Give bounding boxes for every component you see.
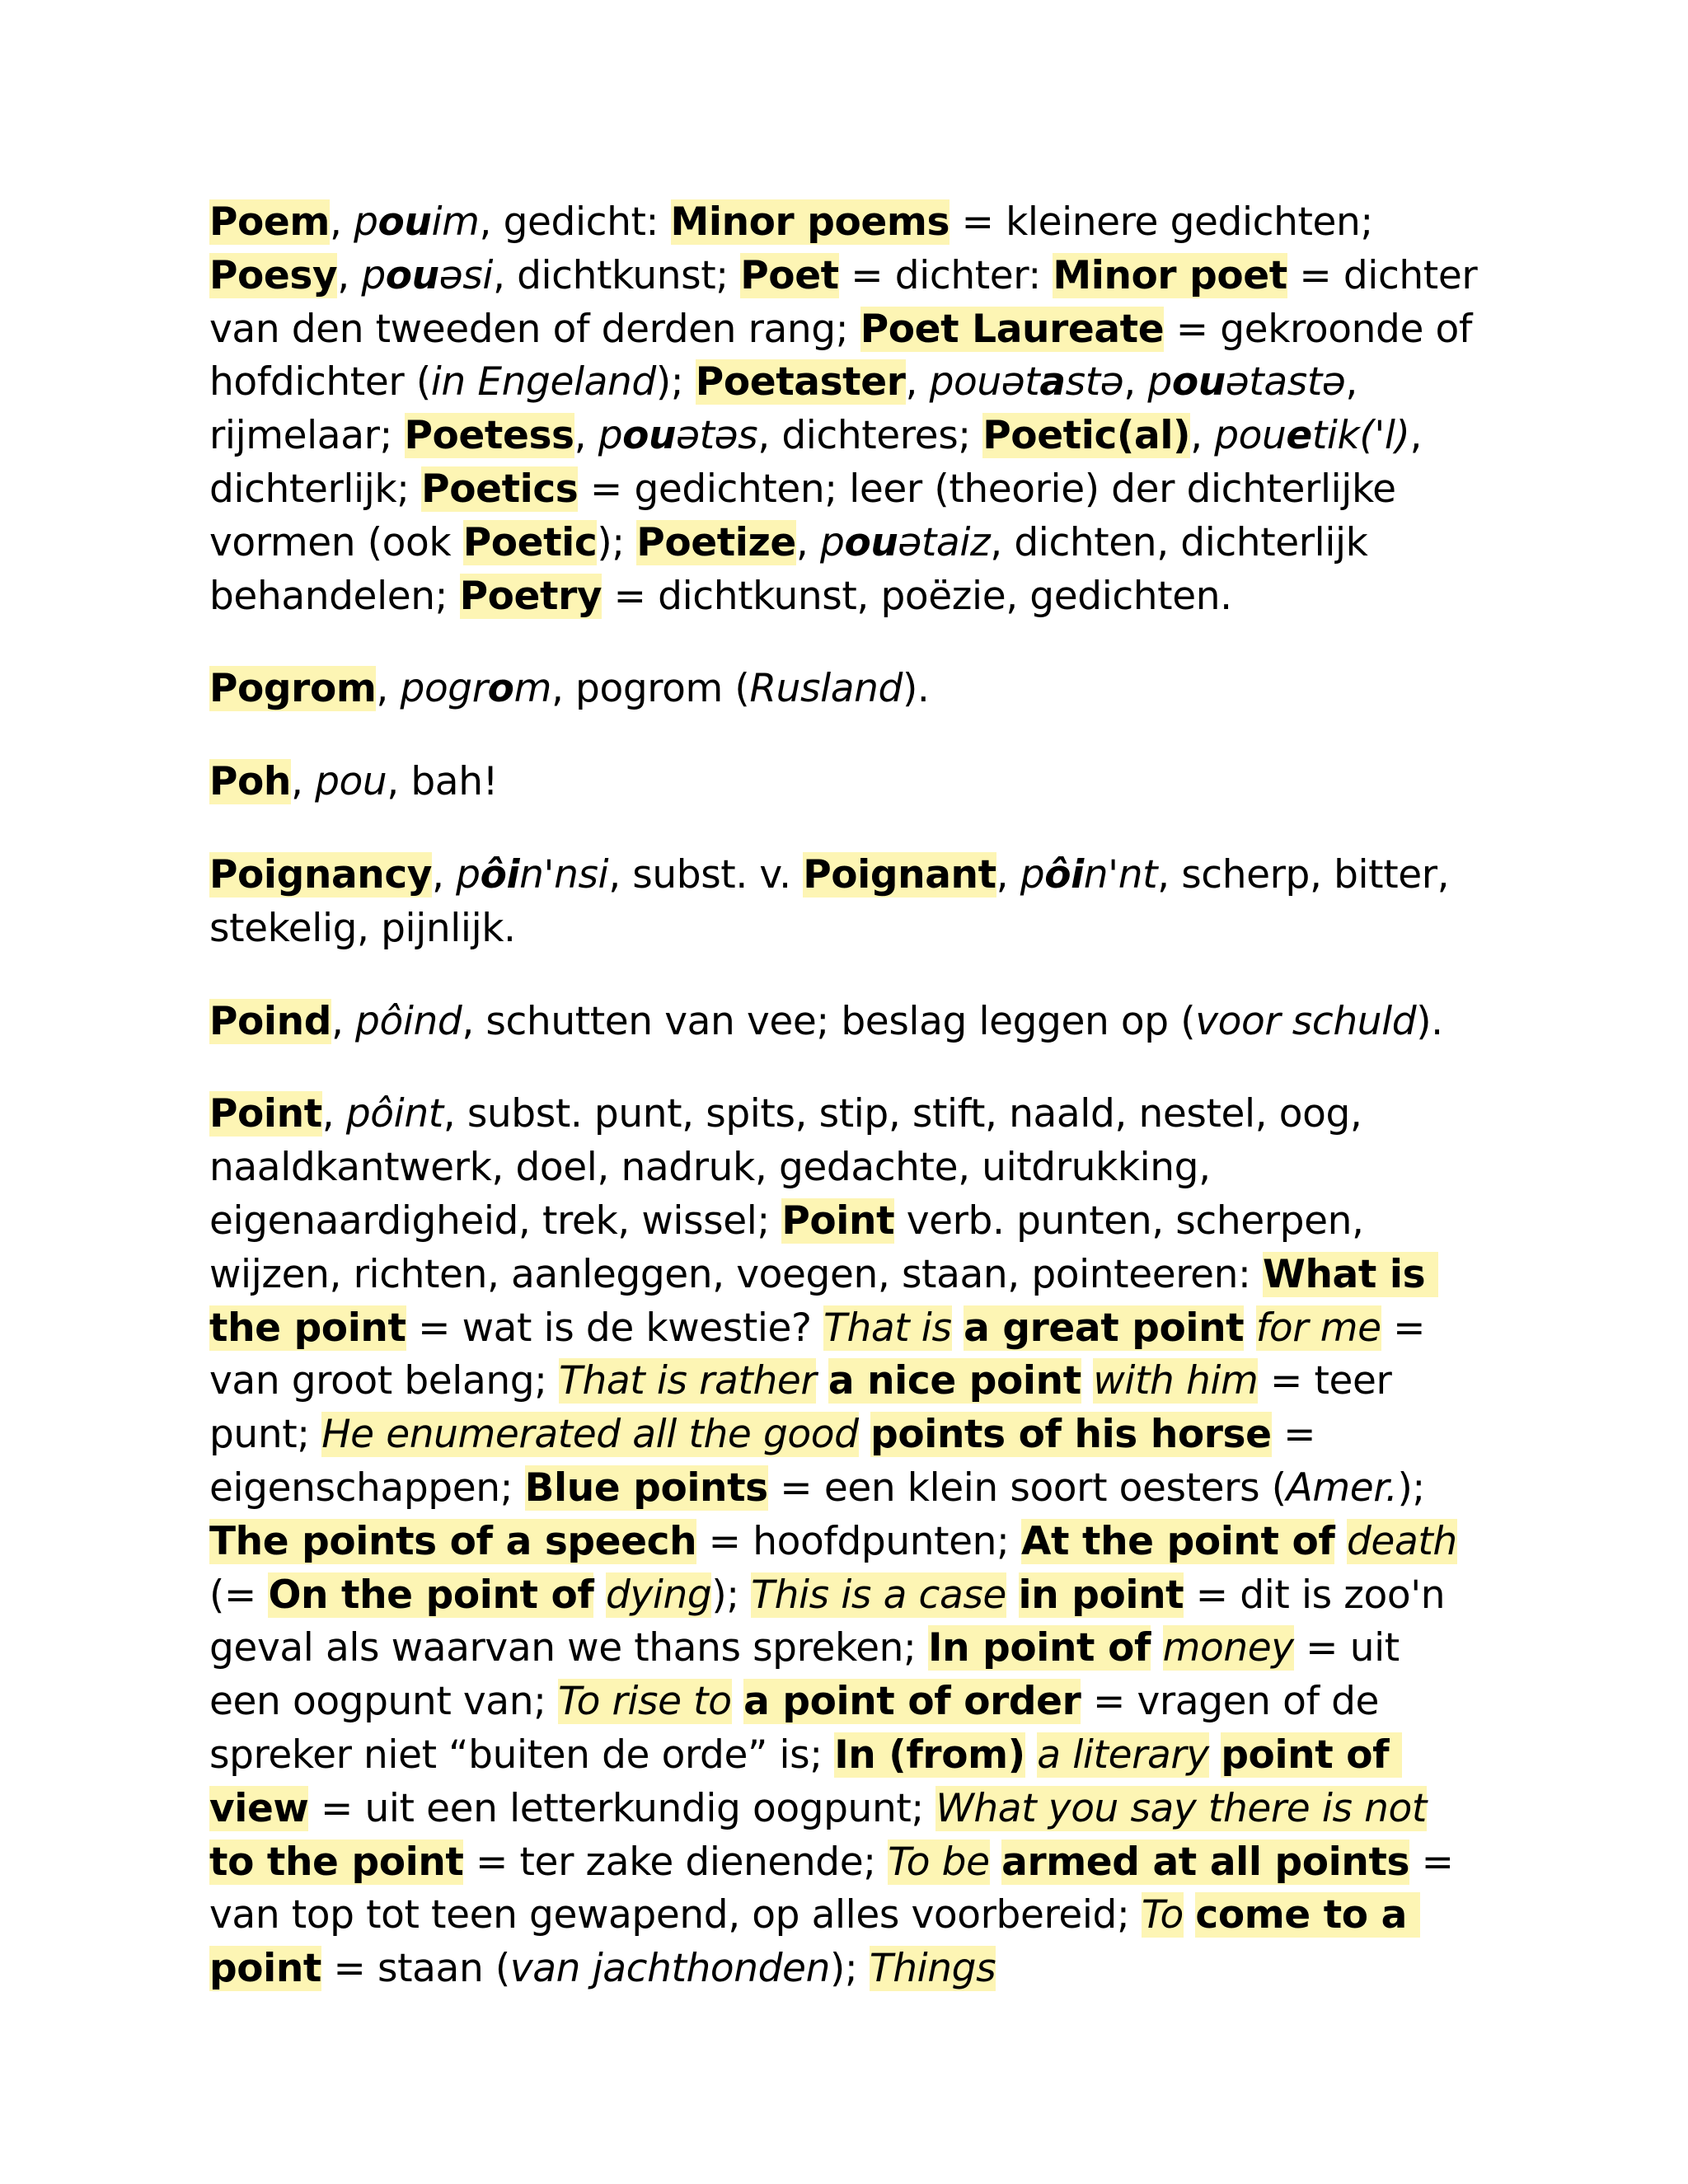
headword-highlight: Poem <box>209 199 330 245</box>
pronunciation-or-note: van jachthonden <box>509 1946 830 1992</box>
entry-text <box>1427 1786 1439 1831</box>
entry-text: = eigenschappen; <box>209 1412 1328 1511</box>
entry-text <box>952 1305 964 1351</box>
headword-highlight: What is the point <box>209 1251 1439 1351</box>
example-phrase-highlight: To <box>1141 1892 1184 1938</box>
headword-highlight: Point <box>781 1197 895 1244</box>
pronunciation-or-note: ətaiz <box>898 519 991 565</box>
example-phrase-highlight: That is <box>823 1305 952 1351</box>
pronunciation-or-note: m <box>513 666 551 712</box>
entry-text: , <box>1190 413 1215 459</box>
pronunciation-or-note: Amer. <box>1286 1465 1398 1511</box>
pronunciation-or-note: tik('l) <box>1311 413 1410 459</box>
pronunciation-or-note: n'nt <box>1083 851 1158 898</box>
pronunciation-or-note: e <box>1286 413 1312 459</box>
pronunciation-or-note: p <box>598 413 623 459</box>
pronunciation-or-note: a <box>1039 359 1066 405</box>
entry-poignancy <box>209 849 1479 956</box>
entry-text: , dichten, dichterlijk behandelen; <box>209 519 1381 619</box>
pronunciation-or-note: ou <box>385 252 439 298</box>
pronunciation-or-note: p <box>456 851 481 898</box>
headword-highlight: In (from) <box>834 1732 1025 1778</box>
entry-text: = uit een letterkundig oogpunt; <box>308 1785 936 1831</box>
headword-highlight: Point <box>209 1091 322 1137</box>
pronunciation-or-note: pôint <box>345 1091 443 1137</box>
pronunciation-or-note: p <box>1020 851 1045 898</box>
headword-highlight: Blue points <box>524 1465 768 1511</box>
entry-text <box>1006 1572 1019 1618</box>
entry-text: , <box>795 519 820 565</box>
example-phrase-highlight: a literary <box>1037 1732 1209 1778</box>
entry-text: , rijmelaar; <box>209 359 1370 459</box>
entry-text: = van top tot teen gewapend, op alles voorbereid; <box>209 1839 1466 1938</box>
entry-text: , schutten van vee; beslag leggen op ( <box>462 998 1196 1044</box>
entry-text: , <box>996 851 1020 898</box>
entry-text: , dichtkunst; <box>492 252 741 298</box>
entry-list <box>209 196 1489 1996</box>
entry-text <box>859 1412 871 1457</box>
entry-text: , <box>330 199 354 245</box>
pronunciation-or-note: n'nsi <box>519 851 609 898</box>
entry-text: ); <box>829 1946 870 1992</box>
pronunciation-or-note: ou <box>1171 359 1226 405</box>
entry-text: = ter zake dienende; <box>463 1839 889 1885</box>
pronunciation-or-note: stə <box>1065 359 1124 405</box>
example-phrase-highlight: What you say there is not <box>935 1785 1427 1831</box>
entry-text <box>1184 1892 1196 1938</box>
entry-text: , gedicht: <box>479 199 671 245</box>
headword-highlight: points of his horse <box>870 1412 1272 1458</box>
entry-text: ); <box>711 1572 752 1618</box>
pronunciation-or-note: ou <box>377 199 432 245</box>
entry-text: = wat is de kwestie? <box>406 1305 824 1351</box>
pronunciation-or-note: pou <box>1214 413 1287 459</box>
headword-highlight: armed at all points <box>1001 1839 1410 1885</box>
headword-highlight: Poignancy <box>209 851 433 898</box>
pronunciation-or-note: voor schuld <box>1195 998 1417 1044</box>
headword-highlight: point of view <box>209 1732 1403 1831</box>
headword-highlight: Pogrom <box>209 666 377 712</box>
headword-highlight: a great point <box>964 1305 1245 1351</box>
headword-highlight: Poignant <box>803 851 996 898</box>
entry-text: = uit een oogpunt van; <box>209 1625 1412 1725</box>
entry-text: , <box>337 252 362 298</box>
entry-text: = een klein soort oesters ( <box>767 1465 1287 1511</box>
example-phrase-highlight: That is rather <box>559 1358 817 1404</box>
entry-text <box>1209 1732 1221 1778</box>
headword-highlight: a point of order <box>743 1679 1081 1725</box>
entry-point <box>209 1088 1479 1996</box>
entry-text: , subst. punt, spits, stip, stift, naald, nestel, oog, naaldkantwerk, doel, nadruk, gedachte, uitdrukking, eigenaardigheid, trek, wissel; <box>209 1091 1374 1244</box>
pronunciation-or-note: ətastə <box>1225 359 1346 405</box>
headword-highlight: Poetize <box>636 519 796 565</box>
headword-highlight: Poetic(al) <box>982 413 1191 459</box>
pronunciation-or-note: pôind <box>355 998 462 1044</box>
entry-text: = teer punt; <box>209 1358 1404 1458</box>
pronunciation-or-note: p <box>1147 359 1172 405</box>
example-phrase-highlight: To be <box>888 1839 990 1885</box>
dictionary-page <box>209 196 1489 2036</box>
example-phrase-highlight: To rise to <box>558 1679 732 1725</box>
entry-text: (= <box>209 1518 1470 1618</box>
entry-text: = kleinere gedichten; <box>950 199 1386 245</box>
headword-highlight: Poind <box>209 998 331 1044</box>
headword-highlight: At the point of <box>1021 1518 1335 1564</box>
entry-text: , <box>1123 359 1148 405</box>
entry-text <box>1334 1519 1347 1564</box>
headword-highlight: Poetaster <box>695 359 906 405</box>
entry-text: = dichter: <box>838 252 1053 298</box>
headword-highlight: In point of <box>928 1625 1151 1671</box>
headword-highlight: Poetry <box>459 573 603 619</box>
example-phrase-highlight: He enumerated all the good <box>321 1412 859 1458</box>
pronunciation-or-note: o <box>487 666 514 712</box>
headword-highlight: Poh <box>209 759 291 805</box>
headword-highlight: in point <box>1018 1572 1184 1618</box>
entry-text: , <box>321 1091 346 1137</box>
entry-text: = van groot belang; <box>209 1305 1437 1404</box>
entry-text: , <box>905 359 930 405</box>
entry-text: , <box>331 998 356 1044</box>
entry-text: = dit is zoo'n geval als waarvan we thans spreken; <box>209 1572 1457 1671</box>
pronunciation-or-note: ôi <box>480 851 520 898</box>
pronunciation-or-note: ou <box>622 413 677 459</box>
pronunciation-or-note: p <box>354 199 378 245</box>
entry-text: ). <box>1416 998 1443 1044</box>
entry-text <box>593 1572 606 1618</box>
example-phrase-highlight: Things <box>869 1946 996 1992</box>
pronunciation-or-note: im <box>431 199 480 245</box>
example-phrase-highlight: This is a case <box>751 1572 1006 1618</box>
example-phrase-highlight: money <box>1162 1625 1294 1671</box>
entry-text <box>990 1840 1002 1885</box>
entry-text: , bah! <box>387 759 499 805</box>
entry-text: ). <box>903 666 930 712</box>
pronunciation-or-note: əsi <box>438 252 493 298</box>
entry-text: = staan ( <box>321 1946 510 1992</box>
entry-text: verb. punten, scherpen, wijzen, richten, aanleggen, voegen, staan, pointeeren: <box>209 1197 1376 1297</box>
entry-text: = gedichten; leer (theorie) der dichterlijke vormen (ook <box>209 466 1409 565</box>
entry-text: , dichterlijk; <box>209 413 1434 512</box>
headword-highlight: a nice point <box>828 1358 1081 1404</box>
pronunciation-or-note: ôi <box>1044 851 1084 898</box>
entry-text: , <box>432 851 457 898</box>
example-phrase-highlight: dying <box>606 1572 712 1618</box>
headword-highlight: Poetess <box>404 413 574 459</box>
headword-highlight: Minor poems <box>670 199 950 245</box>
pronunciation-or-note: pouət <box>929 359 1040 405</box>
headword-highlight: come to a point <box>209 1892 1420 1992</box>
entry-text: ); <box>597 519 637 565</box>
entry-text: , dichteres; <box>757 413 983 459</box>
headword-highlight: to the point <box>209 1839 464 1885</box>
headword-highlight: Poetics <box>421 466 579 512</box>
entry-text: , <box>574 413 598 459</box>
entry-text: = dichter van den tweeden of derden rang; <box>209 252 1489 352</box>
entry-pogrom <box>209 663 1479 716</box>
headword-highlight: On the point of <box>268 1572 594 1618</box>
entry-text: ); <box>655 359 696 405</box>
entry-text <box>1244 1305 1256 1351</box>
pronunciation-or-note: p <box>361 252 386 298</box>
entry-text <box>1025 1732 1038 1778</box>
entry-text <box>1151 1625 1163 1671</box>
entry-text: , <box>291 759 316 805</box>
pronunciation-or-note: in Engeland <box>430 359 656 405</box>
entry-poh <box>209 756 1479 809</box>
entry-text: , pogrom ( <box>551 666 750 712</box>
entry-text <box>816 1358 828 1404</box>
example-phrase-highlight: with him <box>1093 1358 1259 1404</box>
entry-text: , subst. v. <box>608 851 804 898</box>
pronunciation-or-note: p <box>820 519 845 565</box>
pronunciation-or-note: ou <box>844 519 898 565</box>
example-phrase-highlight: for me <box>1255 1305 1381 1351</box>
entry-text: = dichtkunst, poëzie, gedichten. <box>602 573 1232 619</box>
pronunciation-or-note: ətəs <box>676 413 758 459</box>
example-phrase-highlight: death <box>1347 1518 1457 1564</box>
entry-text: , <box>376 666 401 712</box>
headword-highlight: The points of a speech <box>209 1518 697 1564</box>
entry-text <box>732 1679 744 1724</box>
entry-text: , scherp, bitter, stekelig, pijnlijk. <box>209 851 1461 951</box>
entry-text: = gekroonde of hofdichter ( <box>209 306 1484 405</box>
pronunciation-or-note: pogr <box>400 666 488 712</box>
headword-highlight: Poetic <box>462 519 598 565</box>
entry-poem <box>209 196 1489 623</box>
entry-poind <box>209 996 1479 1049</box>
entry-text: = vragen of de spreker niet “buiten de orde” is; <box>209 1679 1391 1778</box>
pronunciation-or-note: pou <box>315 759 387 805</box>
entry-text: = hoofdpunten; <box>696 1518 1021 1564</box>
entry-text <box>1081 1358 1094 1404</box>
headword-highlight: Poet <box>740 252 839 298</box>
headword-highlight: Poesy <box>209 252 338 298</box>
pronunciation-or-note: Rusland <box>749 666 903 712</box>
entry-text: ); <box>1397 1465 1437 1511</box>
headword-highlight: Poet Laureate <box>860 306 1165 352</box>
headword-highlight: Minor poet <box>1053 252 1287 298</box>
